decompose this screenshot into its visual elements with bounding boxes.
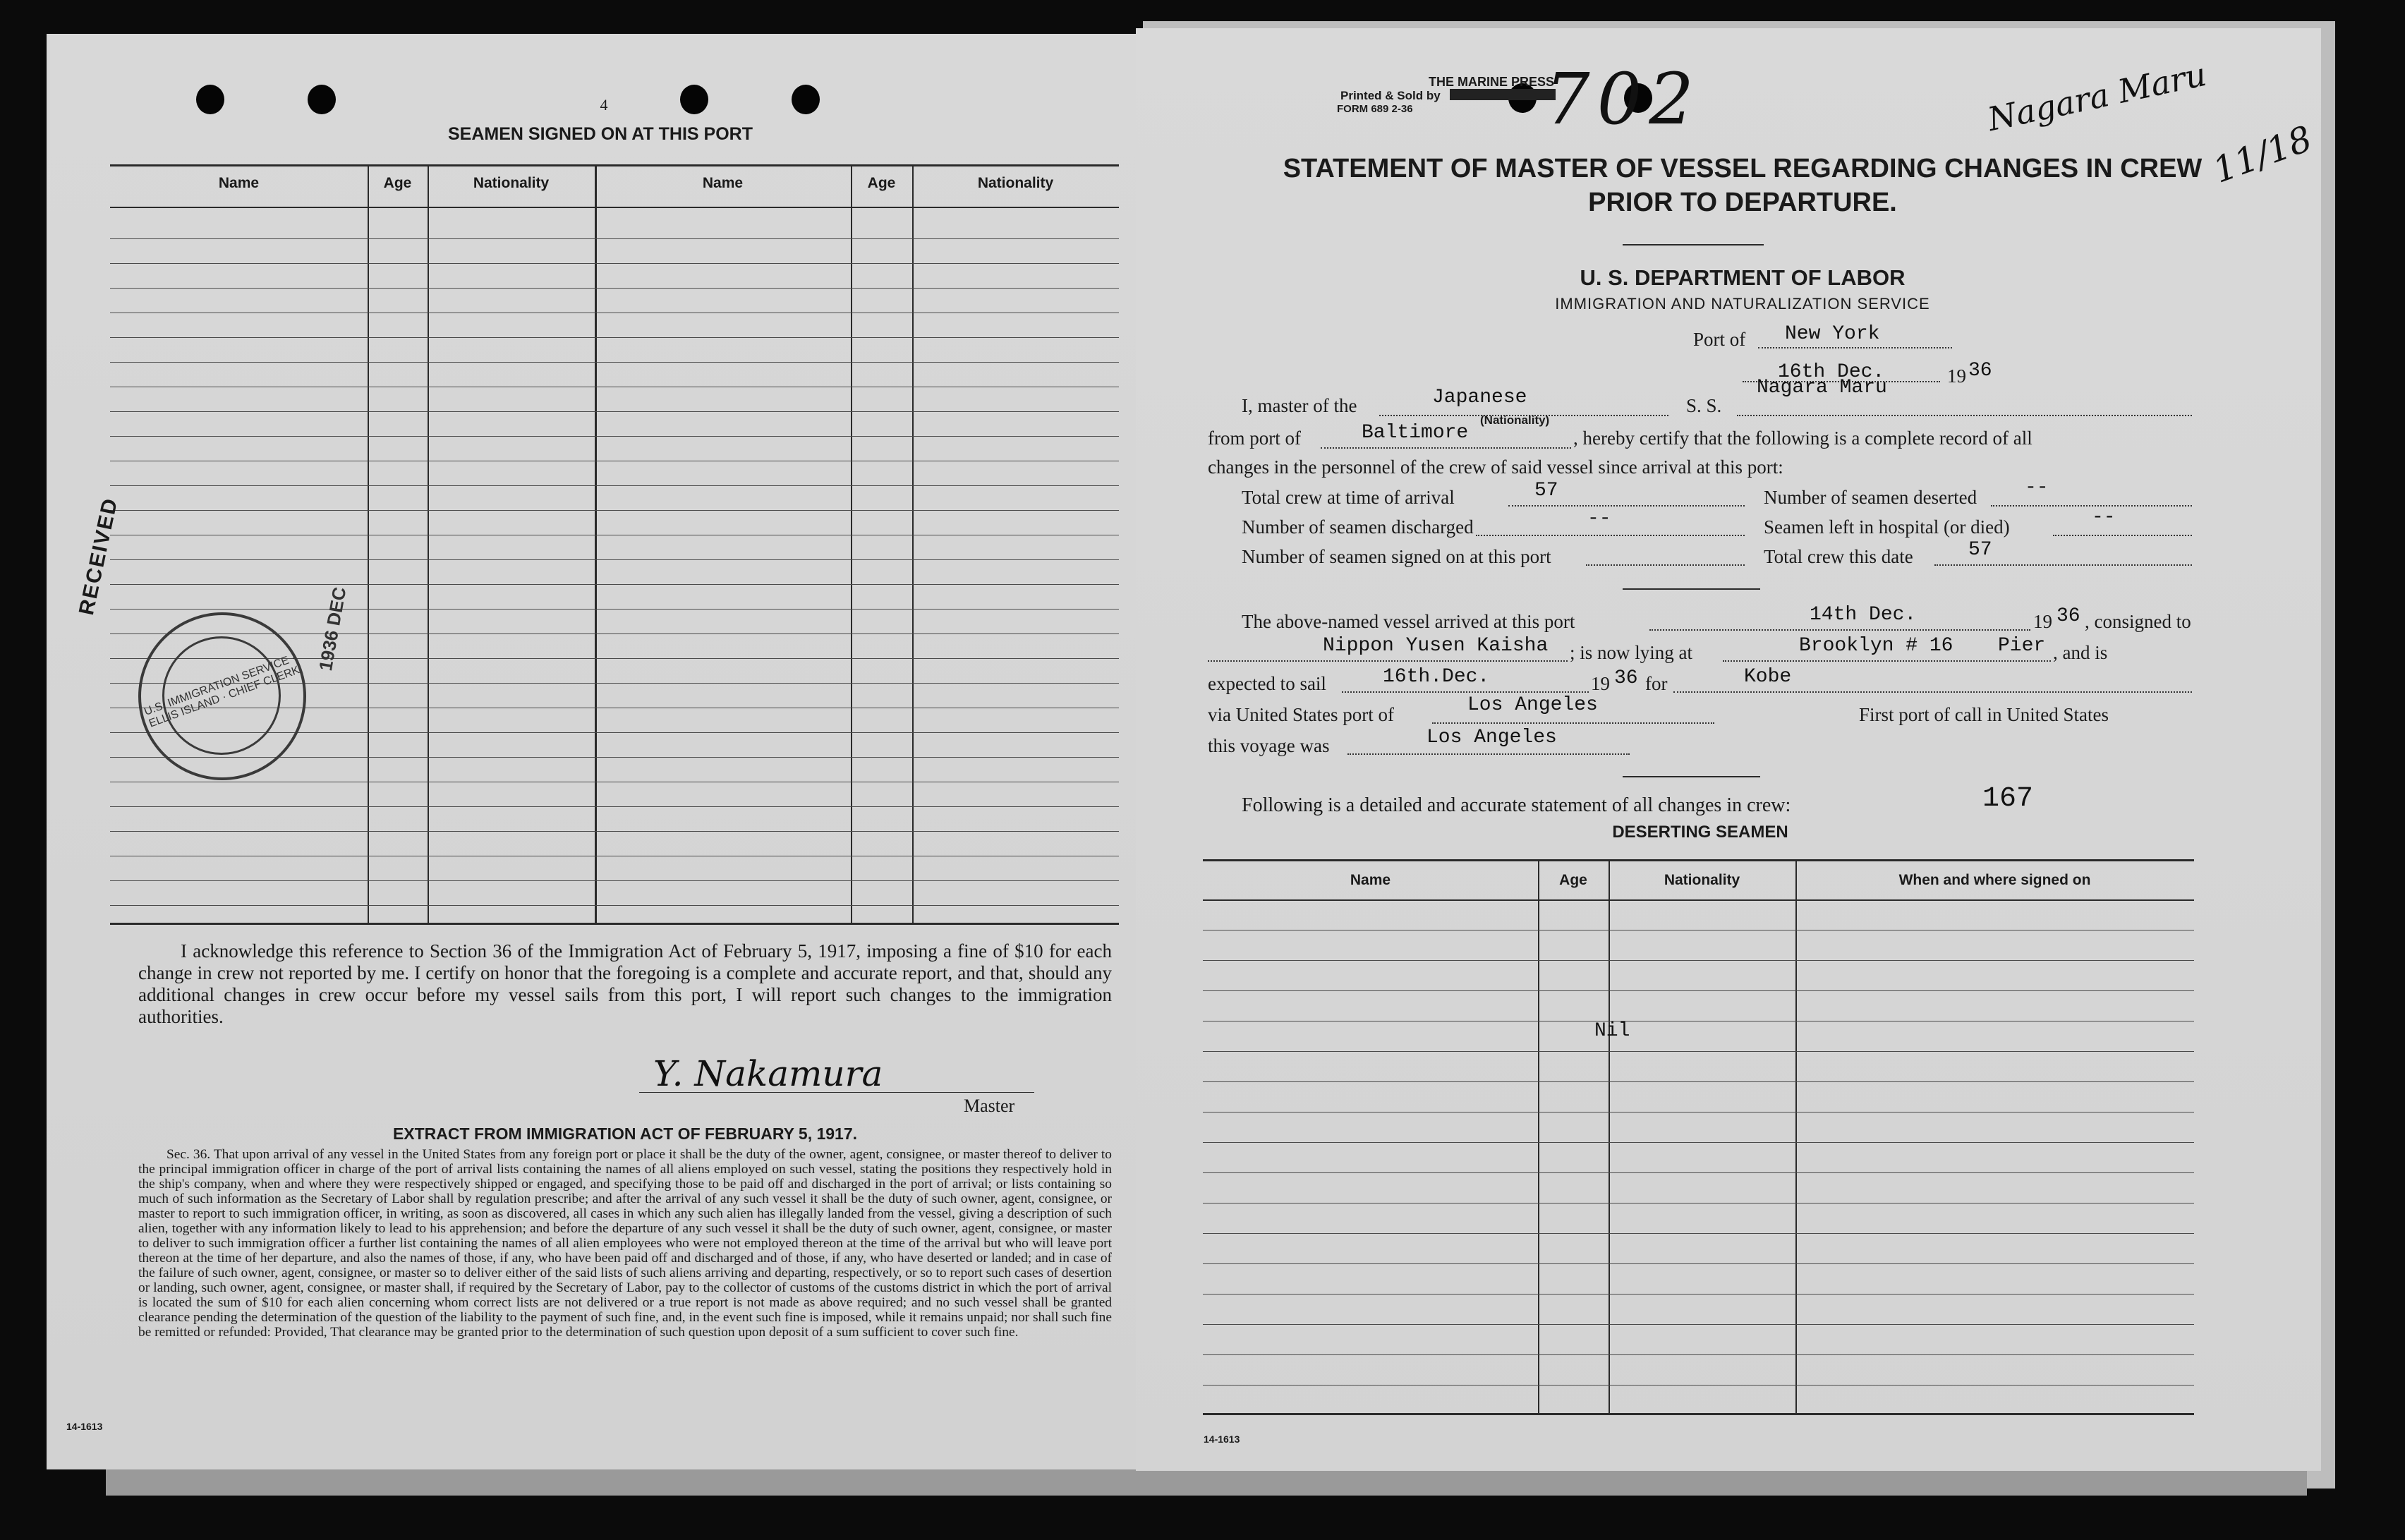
header-nationality: Nationality [1664,872,1740,888]
first-port-label: First port of call in United States [1859,704,2109,725]
section-rule [1623,776,1760,777]
master-signature: Y. Nakamura [653,1053,883,1094]
table-header-rule [1203,899,2194,901]
from-port-value: Baltimore [1362,422,1469,444]
table-row [110,362,1119,363]
port-value: New York [1785,323,1880,345]
lying-label: ; is now lying at [1570,642,1692,663]
punch-hole [196,85,224,114]
table-row [110,584,1119,585]
table-row [1203,1263,2194,1264]
table-header-rule [110,207,1119,208]
table-row [110,880,1119,881]
signature-line [639,1092,1034,1093]
table-row [110,436,1119,437]
table-row [1203,990,2194,991]
extract-text: Sec. 36. That upon arrival of any vessel in the United States from any foreign port or place it shall be the duty of the owner, agent, consignee, or master thereof to deliver to the principal immigration officer in charge of the port of arrival lists containing the names of all aliens employed on such vessel, stating the positions they respectively hold in the ship's company, when and where they were respectively shipped or engaged, and specifying those to be paid off and discharged in the port of arrival; or lists containing so much of such information as the Secretary of Labor shall by regulation prescribe; and after the arrival of any such vessel it shall be the duty of such owner, agent, consignee, or master to report to such immigration officer, in writing, as soon as discovered, all cases in which any such alien has illegally landed from the vessel, giving a description of such alien, together with any information likely to lead to his apprehension; and before the departure of any such vessel it shall be the duty of such owner, agent, consignee, or master to deliver to such immigration officer a further list containing the names of all alien employees who were not employed thereon at the time of the arrival but who will leave port thereon at the time of her departure, and also the names of those, if any, who have been paid off and discharged and of those, if any, who have deserted or landed; and in case of the failure of such owner, agent, consignee, or master so to deliver either of the said lists of such aliens arriving and departing, respectively, or so to report such cases of desertion or landing, such owner, agent, consignee, or master shall, if required by the Secretary of Labor, pay to the collector of customs of the customs district in which the port of arrival is located the sum of $10 for each alien concerning whom correct lists are not delivered or a true report is not made as above required; and no such vessel shall be granted clearance pending the determination of the question of the liability to the payment of such fine, and, in the event such fine is imposed, while it remains unpaid; nor shall such fine be remitted or refunded: Provided, That clearance may be granted prior to the determination of such question upon deposit of a sum sufficient to cover such fine. [138,1147,1112,1340]
punch-hole [792,85,820,114]
publisher-name: THE MARINE PRESS [1429,75,1555,89]
table-row [110,806,1119,807]
column-divider [428,164,429,923]
header-age: Age [383,175,412,191]
table-row [110,905,1119,906]
table-row [1203,1142,2194,1143]
year-value: 36 [1968,360,1992,382]
expected-label: expected to sail [1208,673,1326,694]
acknowledgement-text: I acknowledge this reference to Section 36 of the Immigration Act of February 5, 1917, imposing a fine of $10 for each change in crew not reported by me. I certify on honor that the foregoing is a complete and accurate report, and that, should any additional changes in crew occur before my vessel sails from this port, I will report such changes to the immigration authorities. [138,940,1112,1027]
expected-year-prefix: 19 [1591,673,1610,694]
deserting-seamen-title: DESERTING SEAMEN [1612,823,1788,842]
section-rule [1623,588,1760,590]
deserted-value: -- [2025,477,2049,499]
expected-value: 16th.Dec. [1383,666,1490,688]
table-row [1203,1172,2194,1173]
consigned-label: , consigned to [2085,611,2191,632]
nationality-value: Japanese [1432,387,1527,408]
table-row [110,510,1119,511]
table-row [110,609,1119,610]
ss-label: S. S. [1686,395,1722,416]
header-name: Name [218,175,260,191]
column-divider [1609,859,1610,1413]
header-age: Age [867,175,896,191]
table-row [110,559,1119,560]
left-page [47,34,1147,1469]
hospital-label: Seamen left in hospital (or died) [1764,516,2010,538]
received-stamp [138,612,306,780]
table-row [110,288,1119,289]
table-row [1203,1354,2194,1355]
via-value: Los Angeles [1467,694,1598,716]
total-date-label: Total crew this date [1764,546,1913,567]
seamen-signed-on-title: SEAMEN SIGNED ON AT THIS PORT [448,124,753,144]
table-row [1203,1233,2194,1234]
header-when-where: When and where signed on [1898,872,2091,888]
table-top-rule [1203,859,2194,861]
master-label: Master [964,1096,1015,1116]
year-prefix: 19 [1947,365,1966,387]
nil-entry: Nil [1594,1020,1630,1042]
arrived-year: 36 [2056,605,2080,627]
hospital-value: -- [2092,507,2116,528]
bottom-paper-edge [106,1467,2307,1496]
and-is-text: , and is [2053,642,2108,663]
table-row [110,337,1119,338]
destination-value: Kobe [1744,666,1792,688]
discharged-value: -- [1587,508,1611,530]
total-arrival-label: Total crew at time of arrival [1242,487,1455,508]
form-number: FORM 689 2-36 [1337,103,1413,115]
form-title-line1: STATEMENT OF MASTER OF VESSEL REGARDING CHANGES IN CREW [1283,154,2203,183]
changes-text: changes in the personnel of the crew of said vessel since arrival at this port: [1208,456,1783,478]
table-row [1203,1081,2194,1082]
right-page [1136,28,2321,1471]
following-label: Following is a detailed and accurate statement of all changes in crew: [1242,794,1791,816]
column-divider [595,164,597,923]
nationality-caption: (Nationality) [1480,413,1550,427]
voyage-value: Los Angeles [1426,727,1557,748]
ship-value: Nagara Maru [1757,377,1887,399]
punch-hole [308,85,336,114]
header-name: Name [702,175,744,191]
header-name: Name [1350,872,1391,888]
extract-title: EXTRACT FROM IMMIGRATION ACT OF FEBRUARY 5, 1917. [392,1124,858,1143]
department-name: U. S. DEPARTMENT OF LABOR [1580,265,1906,290]
signed-on-label: Number of seamen signed on at this port [1242,546,1551,567]
table-row [110,411,1119,412]
handwritten-code: 11/18 [2207,118,2318,191]
received-label: RECEIVED [75,495,123,617]
handwritten-number: 702 [1545,58,1701,140]
arrived-year-prefix: 19 [2033,611,2052,632]
deserted-label: Number of seamen deserted [1764,487,1977,508]
voyage-label: this voyage was [1208,735,1330,756]
via-label: via United States port of [1208,704,1394,725]
discharged-label: Number of seamen discharged [1242,516,1474,538]
table-row [110,831,1119,832]
redacted-publisher-mark [1450,89,1556,100]
pier-label: Pier [1998,635,2046,657]
page-number: 4 [600,96,608,114]
column-divider [1795,859,1797,1413]
serial-number: 167 [1982,783,2034,815]
for-label: for [1645,673,1668,694]
table-bottom-rule [1203,1413,2194,1415]
handwritten-ship-note: Nagara Maru [1984,54,2210,139]
arrived-value: 14th Dec. [1810,604,1917,626]
certify-text: , hereby certify that the following is a complete record of all [1573,428,2033,449]
arrived-label: The above-named vessel arrived at this port [1242,611,1575,632]
table-row [110,485,1119,486]
punch-hole [680,85,708,114]
table-top-rule [110,164,1119,166]
table-row [1203,1294,2194,1295]
table-row [1203,960,2194,961]
stamp-date: 1936 DEC [315,585,351,673]
stamp-ring-text: U.S. IMMIGRATION SERVICE · ELLIS ISLAND · CHIEF CLERK [143,652,301,730]
header-nationality: Nationality [977,175,1054,191]
table-row [110,238,1119,239]
total-arrival-value: 57 [1534,480,1558,502]
table-row [110,263,1119,264]
printed-sold-label: Printed & Sold by [1340,89,1441,102]
form-code: 14-1613 [1204,1433,1240,1445]
from-port-label: from port of [1208,428,1301,449]
lying-value: Brooklyn # 16 [1799,635,1953,657]
service-name: IMMIGRATION AND NATURALIZATION SERVICE [1555,295,1930,313]
column-divider [851,164,852,923]
table-row [1203,1385,2194,1386]
form-title-line2: PRIOR TO DEPARTURE. [1588,188,1897,217]
column-divider [1538,859,1539,1413]
date-value: 16th Dec. [1778,361,1885,383]
column-divider [912,164,914,923]
table-bottom-rule [110,923,1119,925]
consignee-value: Nippon Yusen Kaisha [1323,635,1549,657]
form-code: 14-1613 [66,1421,103,1432]
master-label: I, master of the [1242,395,1357,416]
header-age: Age [1559,872,1587,888]
header-nationality: Nationality [473,175,550,191]
table-row [1203,1324,2194,1325]
table-row [1203,1051,2194,1052]
expected-year: 36 [1614,667,1638,689]
column-divider [368,164,369,923]
total-date-value: 57 [1968,539,1992,561]
port-label: Port of [1693,329,1746,350]
title-rule [1623,244,1764,245]
